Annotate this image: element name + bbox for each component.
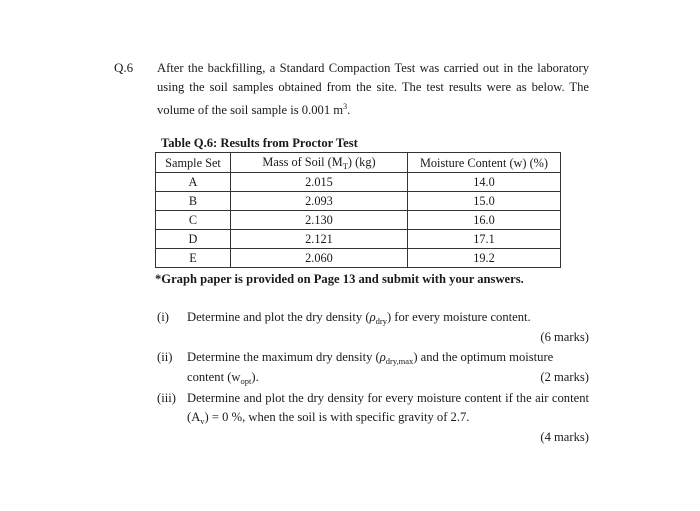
table-row [156, 192, 561, 211]
cell-sample: D [156, 230, 231, 249]
table-caption: Table Q.6: Results from Proctor Test [161, 136, 358, 150]
part-label: (i) [157, 310, 169, 324]
table-row [156, 211, 561, 230]
part-label: (iii) [157, 391, 176, 405]
table-row [156, 173, 561, 192]
cell-sample: E [156, 249, 231, 268]
table-row [156, 230, 561, 249]
cell-mass: 2.093 [231, 192, 408, 211]
cell-mass: 2.060 [231, 249, 408, 268]
graph-paper-note: *Graph paper is provided on Page 13 and submit with your answers. [155, 272, 524, 286]
cell-sample: B [156, 192, 231, 211]
table-row [156, 249, 561, 268]
cell-sample: C [156, 211, 231, 230]
superscript: 3 [343, 102, 348, 111]
part-i: (i) Determine and plot the dry density $(\rho_{dry})$ for every moisture content. (6 marks) [157, 308, 589, 347]
results-table [155, 152, 561, 268]
cell-moisture: 14.0 [408, 173, 561, 192]
part-iii: (iii) Determine and plot the dry density for every moisture content if the air content $(A_v) = 0$ %, when the soil is with specific gravity of 2.7. (4 marks) [157, 389, 589, 447]
header-moisture-content: Moisture Content (w) (%) [408, 153, 561, 173]
marks: (4 marks) [540, 430, 589, 444]
question-parts [157, 308, 589, 448]
marks: (6 marks) [540, 330, 589, 344]
cell-moisture: 15.0 [408, 192, 561, 211]
cell-sample: A [156, 173, 231, 192]
table-header-row [156, 153, 561, 173]
part-ii: (ii) Determine the maximum dry density $(\rho_{dry,max})$ and the optimum moisture content $(w_{opt})$. (2 marks) [157, 350, 589, 386]
cell-moisture: 19.2 [408, 249, 561, 268]
cell-moisture: 16.0 [408, 211, 561, 230]
question-intro: After the backfilling, a Standard Compaction Test was carried out in the laboratory using the soil samples obtained from the site. The test results were as below. The volume of the soil sample is 0.001 $m^3$. [157, 61, 589, 118]
header-mass-of-soil: Mass of Soil $(M_T)$ (kg) [231, 153, 408, 173]
cell-mass: 2.015 [231, 173, 408, 192]
marks: (2 marks) [540, 370, 589, 384]
cell-mass: 2.121 [231, 230, 408, 249]
cell-mass: 2.130 [231, 211, 408, 230]
header-sample-set: Sample Set [156, 153, 231, 173]
question-number: Q.6 [114, 60, 134, 75]
part-label: (ii) [157, 350, 173, 364]
cell-moisture: 17.1 [408, 230, 561, 249]
